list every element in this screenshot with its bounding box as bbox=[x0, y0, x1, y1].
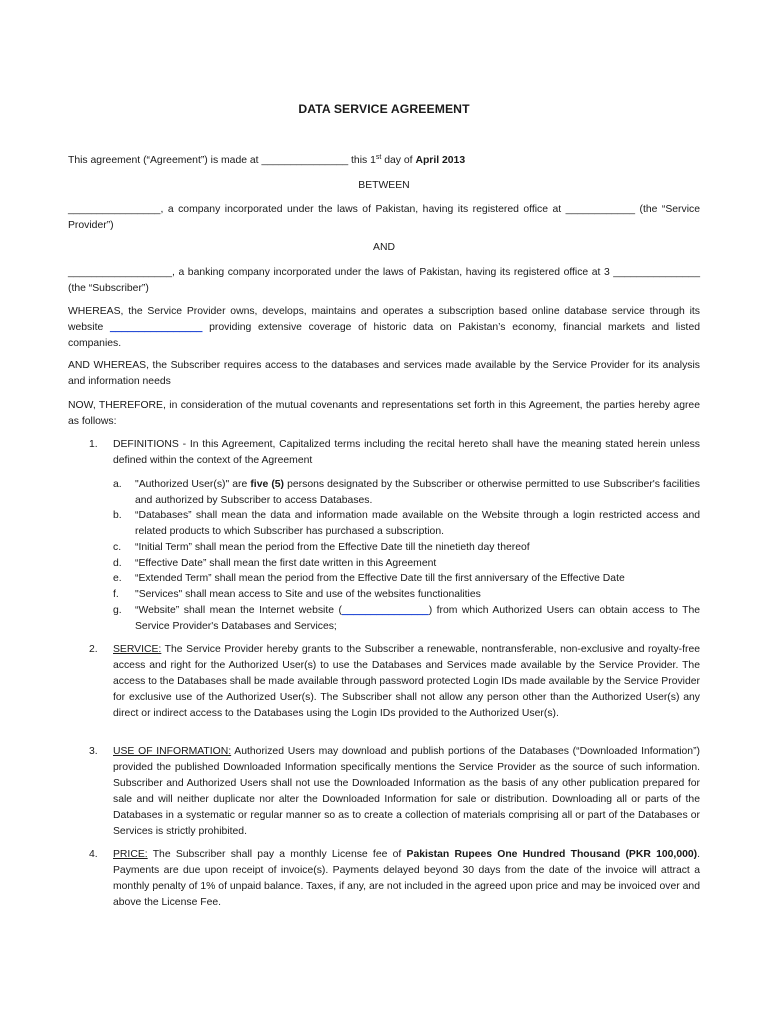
def-b-letter: b. bbox=[113, 510, 122, 521]
section-4-heading: PRICE: bbox=[113, 849, 148, 860]
document-title: DATA SERVICE AGREEMENT bbox=[298, 102, 470, 116]
intro-date: April 2013 bbox=[415, 155, 466, 166]
def-d-text: “Effective Date” shall mean the first date written in this Agreement bbox=[135, 558, 437, 569]
intro-place-blank: _______________ bbox=[261, 155, 349, 166]
def-a-post: persons designated by the Subscriber or otherwise permitted to use Subscriber's facilities and authorized by Subscriber to access Databases. bbox=[135, 479, 701, 506]
and-whereas-paragraph: AND WHEREAS, the Subscriber requires access to the databases and services made available by the Service Provider for its analysis and information needs bbox=[68, 360, 700, 387]
whereas-after: providing extensive coverage of historic data on Pakistan’s economy, financial markets and listed companies. bbox=[68, 322, 700, 349]
and-label: AND bbox=[373, 242, 395, 253]
party1-paragraph bbox=[68, 202, 700, 234]
def-g-pre: “Website” shall mean the Internet website ( bbox=[135, 605, 342, 616]
section-2-number: 2. bbox=[89, 644, 98, 655]
def-f-letter: f. bbox=[113, 589, 119, 600]
now-therefore-paragraph: NOW, THEREFORE, in consideration of the mutual covenants and representations set forth in this Agreement, the parties hereby agree as follows: bbox=[68, 400, 700, 427]
intro-line bbox=[68, 153, 700, 169]
party2-paragraph bbox=[68, 265, 700, 297]
def-c-letter: c. bbox=[113, 542, 122, 553]
section-4-post: . Payments are due upon receipt of invoice(s). Payments delayed beyond 30 days from the date of the invoice will attract a monthly penalty of 1% of unpaid balance. Taxes, if any, are not included in the agreed upon price and may be invoiced over and above the License Fee. bbox=[113, 849, 701, 908]
section-3-number: 3. bbox=[89, 746, 98, 757]
section-1-number: 1. bbox=[89, 439, 98, 450]
whereas-before: WHEREAS, the Service Provider owns, develops, maintains and operates a subscription based online database service through its website bbox=[68, 306, 700, 333]
section-1-body: - In this Agreement, Capitalized terms including the recital hereto shall have the meaning stated herein unless defined within the context of the Agreement bbox=[113, 439, 700, 466]
def-g-post: ) from which Authorized Users can obtain access to The Service Provider's Databases and Services; bbox=[135, 605, 700, 632]
def-c-text: “Initial Term” shall mean the period from the Effective Date till the ninetieth day thereof bbox=[135, 542, 530, 553]
party2-blank: __________________ bbox=[68, 267, 173, 278]
section-4-fee: Pakistan Rupees One Hundred Thousand (PKR 100,000) bbox=[406, 849, 698, 860]
def-a-bold: five (5) bbox=[250, 479, 285, 490]
section-3-text bbox=[113, 744, 700, 840]
party1-blank: ________________ bbox=[68, 204, 161, 215]
def-d-letter: d. bbox=[113, 558, 122, 569]
def-b-text: “Databases” shall mean the data and information made available on the Website through a login restricted access and related products to which Subscriber has purchased a subscription. bbox=[135, 510, 700, 537]
whereas-paragraph bbox=[68, 304, 700, 352]
between-label: BETWEEN bbox=[358, 180, 410, 191]
def-g-text bbox=[135, 603, 700, 635]
def-f-text: "Services" shall mean access to Site and use of the websites functionalities bbox=[135, 589, 481, 600]
def-a-text bbox=[135, 477, 700, 509]
def-g-letter: g. bbox=[113, 605, 122, 616]
website-link-blank[interactable]: ________________ bbox=[109, 322, 203, 333]
def-a-letter: a. bbox=[113, 479, 122, 490]
section-2-heading: SERVICE: bbox=[113, 644, 162, 655]
section-3-body: Authorized Users may download and publish portions of the Databases (“Downloaded Information”) provided the published Downloaded Information specifically mentions the Service Provider as the source of such information. Subscriber and Authorized Users shall not use the Downloaded Information as the basis of any other publication prepared for sale and will neither duplicate nor alter the Downloaded Information for sale or distribution. Downloading all or parts of the Databases in a systematic or regular manner so as to create a collection of materials comprising all or part of the Databases or Services is strictly prohibited. bbox=[113, 746, 700, 837]
intro-prefix: This agreement (“Agreement”) is made at bbox=[68, 155, 259, 166]
section-3-heading: USE OF INFORMATION: bbox=[113, 746, 232, 757]
section-4-number: 4. bbox=[89, 849, 98, 860]
def-a-pre: "Authorized User(s)" are bbox=[135, 479, 248, 490]
intro-mid: this 1 bbox=[351, 155, 376, 166]
def-g-website-link[interactable]: _______________ bbox=[342, 605, 429, 616]
section-2-text bbox=[113, 642, 700, 722]
section-1-heading: DEFINITIONS bbox=[113, 439, 179, 450]
party2-text: , a banking company incorporated under the laws of Pakistan, having its registered office at 3 _______________ (the “Subscriber”) bbox=[68, 267, 700, 294]
intro-day: day of bbox=[384, 155, 413, 166]
intro-sup: st bbox=[375, 154, 382, 161]
party1-text: , a company incorporated under the laws of Pakistan, having its registered office at ____________ (the “Service Provider”) bbox=[68, 204, 700, 231]
section-2-body: The Service Provider hereby grants to the Subscriber a renewable, nontransferable, non-exclusive and royalty-free access and right for the Authorized User(s) to use the Databases and Services made available by the Service Provider. The access to the Databases shall be made available through password protected Login IDs made available by the Service Provider for exclusive use of the Authorized User(s). The Subscriber shall not allow any person other than the Authorized User(s) any direct or indirect access to the Databases using the Login IDs provided to the Authorized User(s). bbox=[113, 644, 700, 719]
def-e-text: “Extended Term” shall mean the period from the Effective Date till the first anniversary of the Effective Date bbox=[135, 573, 625, 584]
section-1-text bbox=[113, 437, 700, 469]
def-e-letter: e. bbox=[113, 573, 122, 584]
section-4-text bbox=[113, 847, 700, 911]
section-4-pre: The Subscriber shall pay a monthly License fee of bbox=[147, 849, 402, 860]
